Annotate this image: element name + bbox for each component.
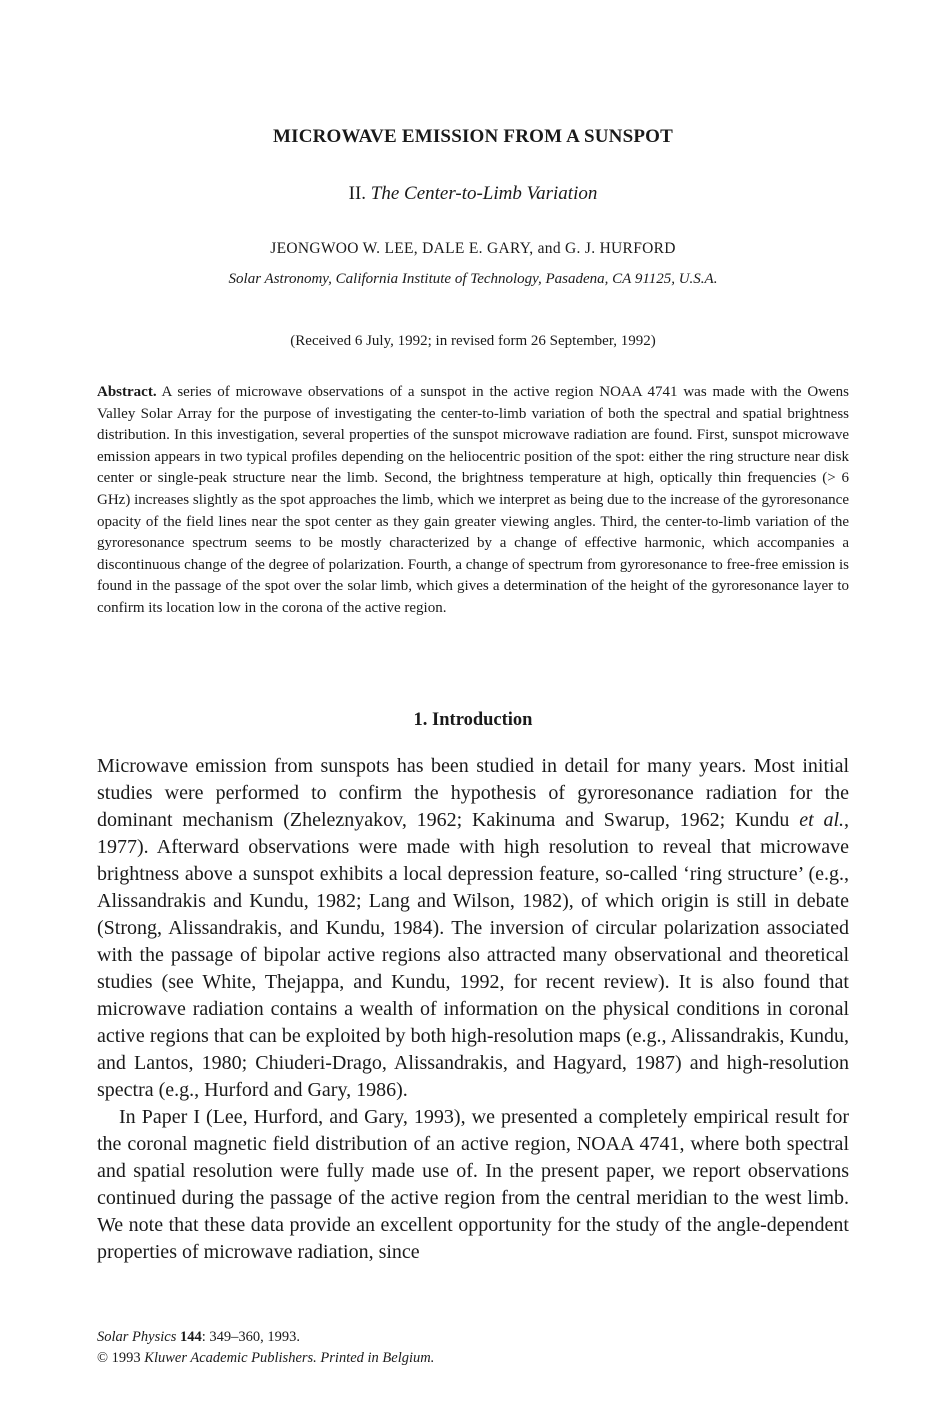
abstract [97, 382, 849, 620]
section-heading-introduction: 1. Introduction [413, 710, 533, 730]
paper-title: MICROWAVE EMISSION FROM A SUNSPOT [272, 126, 674, 147]
page-footer [97, 1327, 849, 1369]
paper-subtitle [0, 183, 946, 205]
received-dates: (Received 6 July, 1992; in revised form 26 September, 1992) [290, 333, 656, 349]
paragraph-text: , 1977). Afterward observations were made with high resolution to reveal that microwave brightness above a sunspot exhibits a local depression feature, so-called ‘ring structure’ (e.g., Alissandrakis and Kundu, 1982; Lang and Wilson, 1982), of which origin is still in debate (Strong, Alissandrakis, and Kundu, 1984). The inversion of circular polarization associated with the passage of bipolar active regions also attracted many observational and theoretical studies (see White, Thejappa, and Kundu, 1992, for recent review). It is also found that microwave radiation contains a wealth of information on the physical conditions in coronal active regions that can be exploited by both high-resolution maps (e.g., Alissandrakis, Kundu, and Lantos, 1980; Chiuderi-Drago, Alissandrakis, and Hagyard, 1987) and high-resolution spectra (e.g., Hurford and Gary, 1986). [97, 809, 849, 1101]
paragraph [97, 753, 849, 1104]
copyright-line [97, 1348, 849, 1369]
affiliation: Solar Astronomy, California Institute of Technology, Pasadena, CA 91125, U.S.A. [228, 271, 718, 287]
abstract-label: Abstract. [97, 384, 157, 400]
publisher: Kluwer Academic Publishers. Printed in Belgium. [144, 1350, 435, 1366]
paragraph: In Paper I (Lee, Hurford, and Gary, 1993), we presented a completely empirical result for the coronal magnetic field distribution of an active region, NOAA 4741, where both spectral and spatial resolution were fully made use of. In the present paper, we report observations continued during the passage of the active region from the central meridian to the west limb. We note that these data provide an excellent opportunity for the study of the angle-dependent properties of microwave radiation, since [97, 1106, 849, 1263]
copyright-prefix: © 1993 [97, 1350, 145, 1366]
author-list: JEONGWOO W. LEE, DALE E. GARY, and G. J. HURFORD [270, 240, 676, 257]
journal-volume: 144 [179, 1329, 202, 1345]
et-al: et al. [799, 809, 844, 831]
paragraph-text: Microwave emission from sunspots has been studied in detail for many years. Most initial studies were performed to confirm the hypothesis of gyroresonance radiation for the dominant mechanism (Zheleznyakov, 1962; Kakinuma and Swarup, 1962; Kundu [97, 755, 849, 831]
journal-name: Solar Physics [97, 1329, 177, 1345]
abstract-text: A series of microwave observations of a sunspot in the active region NOAA 4741 was made with the Owens Valley Solar Array for the purpose of investigating the center-to-limb variation of both the spectral and spatial brightness distribution. In this investigation, several properties of the sunspot microwave radiation are found. First, sunspot microwave emission appears in two typical profiles depending on the heliocentric position of the spot: either the ring structure near disk center or single-peak structure near the limb. Second, the brightness temperature at high, optically thin frequencies (> 6 GHz) increases slightly as the spot approaches the limb, which we interpret as being due to the increase of the gyroresonance opacity of the field lines near the spot center as they gain greater viewing angles. Third, the center-to-limb variation of the gyroresonance spectrum seems to be mostly characterized by a change of effective harmonic, which accompanies a discontinuous change of the degree of polarization. Fourth, a change of spectrum from gyroresonance to free-free emission is found in the passage of the spot over the solar limb, which gives a determination of the height of the gyroresonance layer to confirm its location low in the corona of the active region. [97, 384, 849, 616]
journal-citation [97, 1327, 849, 1348]
subtitle-text: The Center-to-Limb Variation [370, 183, 598, 204]
introduction-body [97, 753, 849, 1266]
journal-pages: : 349–360, 1993. [201, 1329, 300, 1345]
subtitle-number: II. [348, 183, 367, 204]
